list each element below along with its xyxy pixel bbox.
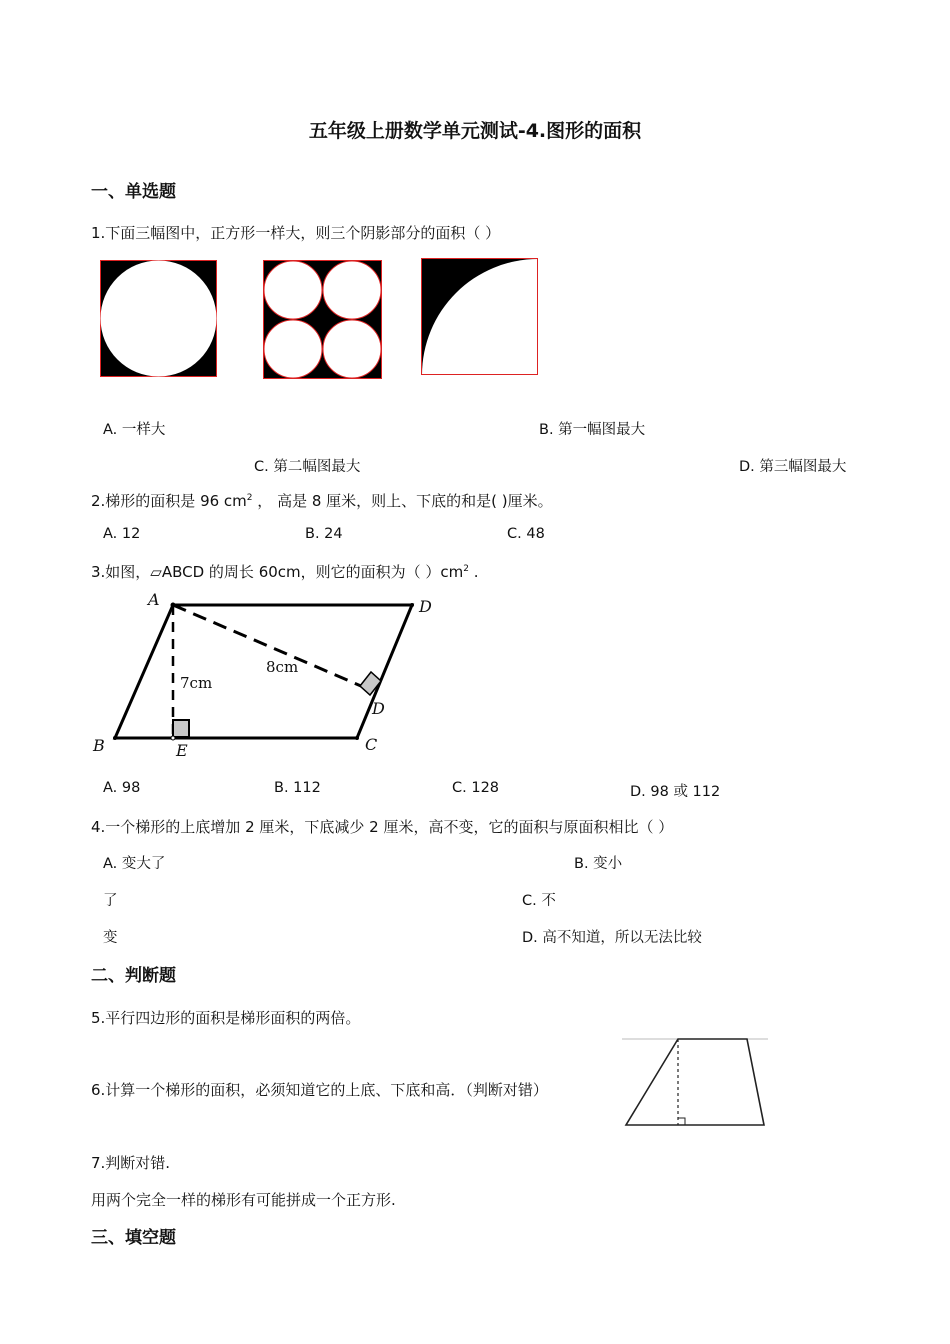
q3-option-b[interactable]: B. 112 xyxy=(274,780,321,796)
question-5-text: 5.平行四边形的面积是梯形面积的两倍。 xyxy=(91,1009,361,1027)
q2-text-tail: ， 高是 8 厘米，则上、下底的和是( )厘米。 xyxy=(252,492,553,510)
section-heading-true-false: 二、判断题 xyxy=(91,966,176,986)
q3-label-distance: 8cm xyxy=(266,658,299,676)
q3-label-e: E xyxy=(176,741,188,760)
q3-parallelogram-figure xyxy=(85,585,445,765)
q4-option-a[interactable]: A. 变大了 xyxy=(103,856,166,872)
q1-option-b[interactable]: B. 第一幅图最大 xyxy=(539,422,646,438)
q2-option-b[interactable]: B. 24 xyxy=(305,526,343,542)
q4-option-c-continued: 变 xyxy=(103,930,118,946)
q2-text-main: 2.梯形的面积是 96 cm xyxy=(91,492,247,510)
q1-option-c[interactable]: C. 第二幅图最大 xyxy=(254,459,361,475)
q3-option-a[interactable]: A. 98 xyxy=(103,780,141,796)
q3-label-b: B xyxy=(93,736,105,755)
question-7-statement: 用两个完全一样的梯形有可能拼成一个正方形. xyxy=(91,1191,396,1209)
question-2-text xyxy=(91,490,553,511)
q4-option-b-continued: 了 xyxy=(103,893,118,909)
question-7-text: 7.判断对错. xyxy=(91,1154,171,1172)
section-heading-single-choice: 一、单选题 xyxy=(91,182,176,202)
q3-text-main: 3.如图，▱ABCD 的周长 60cm，则它的面积为（ ）cm xyxy=(91,563,464,581)
q1-figure-four-circles xyxy=(263,260,382,379)
q3-text-tail: . xyxy=(469,563,479,581)
q1-option-a[interactable]: A. 一样大 xyxy=(103,422,166,438)
q3-label-d-top: D xyxy=(419,597,432,616)
q3-option-d[interactable]: D. 98 或 112 xyxy=(630,784,721,800)
q4-option-b[interactable]: B. 变小 xyxy=(574,856,623,872)
q3-superscript: 2 xyxy=(463,564,470,574)
q3-label-a: A xyxy=(148,590,160,609)
q4-option-c[interactable]: C. 不 xyxy=(522,893,556,909)
page-title: 五年级上册数学单元测试-4.图形的面积 xyxy=(308,120,642,142)
q1-figure-quarter-circle xyxy=(421,258,539,376)
question-6-text: 6.计算一个梯形的面积，必须知道它的上底、下底和高．（判断对错） xyxy=(91,1081,548,1099)
q2-option-a[interactable]: A. 12 xyxy=(103,526,141,542)
q4-option-d[interactable]: D. 高不知道，所以无法比较 xyxy=(522,930,702,946)
question-4-text: 4.一个梯形的上底增加 2 厘米，下底减少 2 厘米，高不变，它的面积与原面积相比（ ） xyxy=(91,818,674,836)
question-3-text xyxy=(91,561,479,582)
q1-option-d[interactable]: D. 第三幅图最大 xyxy=(739,459,847,475)
q3-label-c: C xyxy=(365,735,378,754)
q1-figure-one-circle xyxy=(100,260,218,378)
question-1-text: 1.下面三幅图中，正方形一样大，则三个阴影部分的面积（ ） xyxy=(91,224,501,242)
q3-option-c[interactable]: C. 128 xyxy=(452,780,500,796)
q6-trapezoid-figure xyxy=(620,1035,770,1130)
section-heading-fill-blank: 三、填空题 xyxy=(91,1228,176,1248)
q3-label-height: 7cm xyxy=(180,674,213,692)
q2-superscript: 2 xyxy=(246,493,253,503)
q2-option-c[interactable]: C. 48 xyxy=(507,526,545,542)
q3-label-d-side: D xyxy=(372,699,385,718)
